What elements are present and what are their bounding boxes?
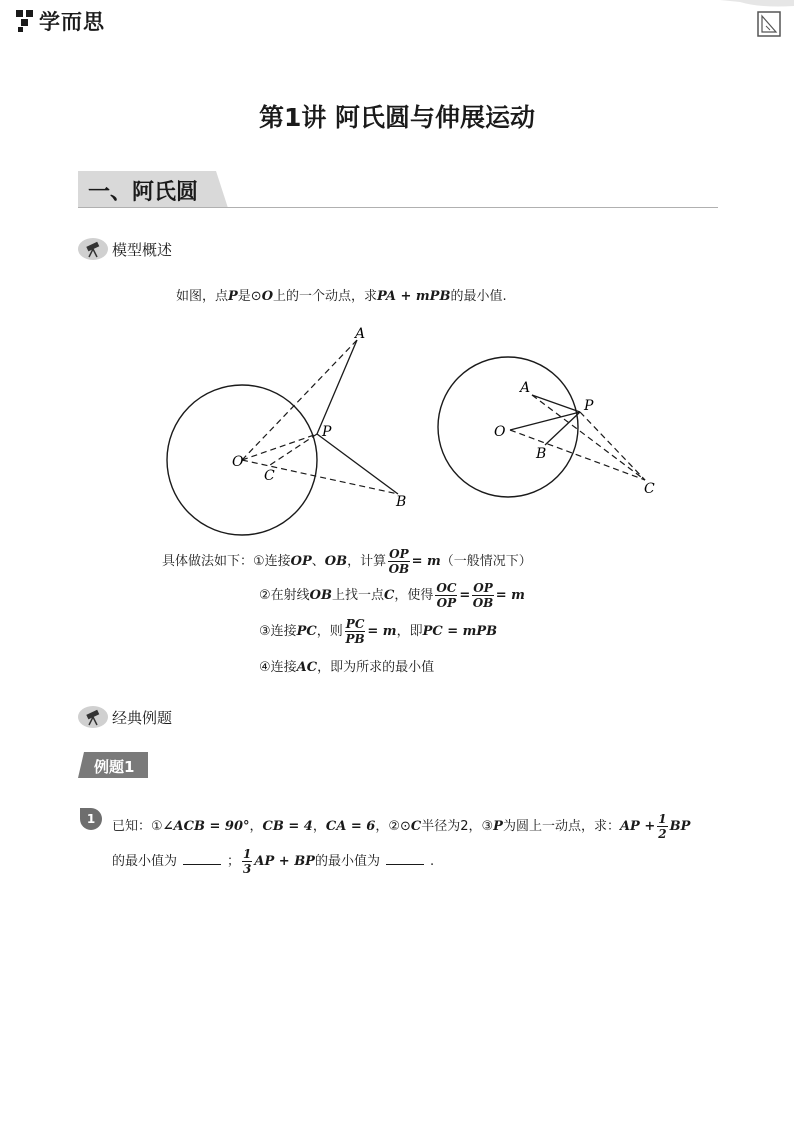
subsection-model-label: 模型概述 <box>112 240 173 259</box>
right-circle <box>438 357 578 497</box>
square-ruler-logo-icon <box>758 12 780 36</box>
example-question-line-2: 的最小值为 ； $\frac{1}{3}$ AP + BP的最小值为 . <box>112 847 435 876</box>
left-label-B: B <box>396 494 407 510</box>
section-title: 一、阿氏圆 <box>88 180 199 205</box>
left-seg-PB <box>317 434 398 494</box>
subsection-examples-heading <box>78 706 172 728</box>
right-label-B: B <box>536 446 547 462</box>
left-seg-PC <box>270 434 317 465</box>
example-tag-label: 例题1 <box>94 758 135 776</box>
right-seg-OP <box>510 412 580 430</box>
question-number-badge <box>80 808 102 830</box>
svg-text:1: 1 <box>86 812 96 826</box>
method-step-1: 具体做法如下：①连接OP、OB，计算 $\frac{OP}{OB}$ = m（一般情况下） <box>162 547 532 576</box>
subsection-examples-label: 经典例题 <box>112 708 173 727</box>
left-label-O: O <box>232 454 244 470</box>
answer-blank-2[interactable] <box>386 864 424 865</box>
left-label-C: C <box>264 468 275 484</box>
answer-blank-1[interactable] <box>183 864 221 865</box>
problem-statement: 如图，点P是⊙O上的一个动点，求PA + mPB的最小值. <box>176 289 507 304</box>
left-seg-OA <box>242 340 357 460</box>
left-label-A: A <box>355 326 366 342</box>
right-label-C: C <box>644 481 655 497</box>
brand-mark-icon <box>14 8 36 34</box>
example-question-line-1: 已知：①∠ACB = 90°，CB = 4，CA = 6，②⊙C半径为2，③P为圆上一动点，求：AP + $\frac{1}{2}$ BP <box>112 812 691 841</box>
brand-name: 学而思 <box>39 10 105 34</box>
method-step-3: ③连接PC，则 $\frac{PC}{PB}$ = m，即PC = mPB <box>259 617 498 646</box>
telescope-icon <box>78 238 108 260</box>
right-label-O: O <box>494 424 506 440</box>
right-seg-PC <box>580 412 645 480</box>
method-step-4: ④连接AC，即为所求的最小值 <box>259 660 435 675</box>
left-seg-PA <box>317 340 357 434</box>
method-step-2: ②在射线OB上找一点C，使得 $\frac{OC}{OP}$ = $\frac{OP}{OB}$ = m <box>259 581 525 610</box>
section-divider <box>78 207 718 208</box>
left-label-P: P <box>322 424 332 440</box>
telescope-icon <box>78 706 108 728</box>
brand-logo <box>14 6 105 36</box>
right-label-P: P <box>584 398 594 414</box>
figure-right <box>430 350 670 510</box>
page-title: 第1讲 阿氏圆与伸展运动 <box>258 103 536 132</box>
right-seg-PA <box>532 395 580 412</box>
corner-decoration <box>720 0 794 44</box>
right-label-A: A <box>520 380 531 396</box>
figure-left <box>160 320 420 540</box>
subsection-model-heading <box>78 238 172 260</box>
left-seg-OP <box>242 434 317 460</box>
